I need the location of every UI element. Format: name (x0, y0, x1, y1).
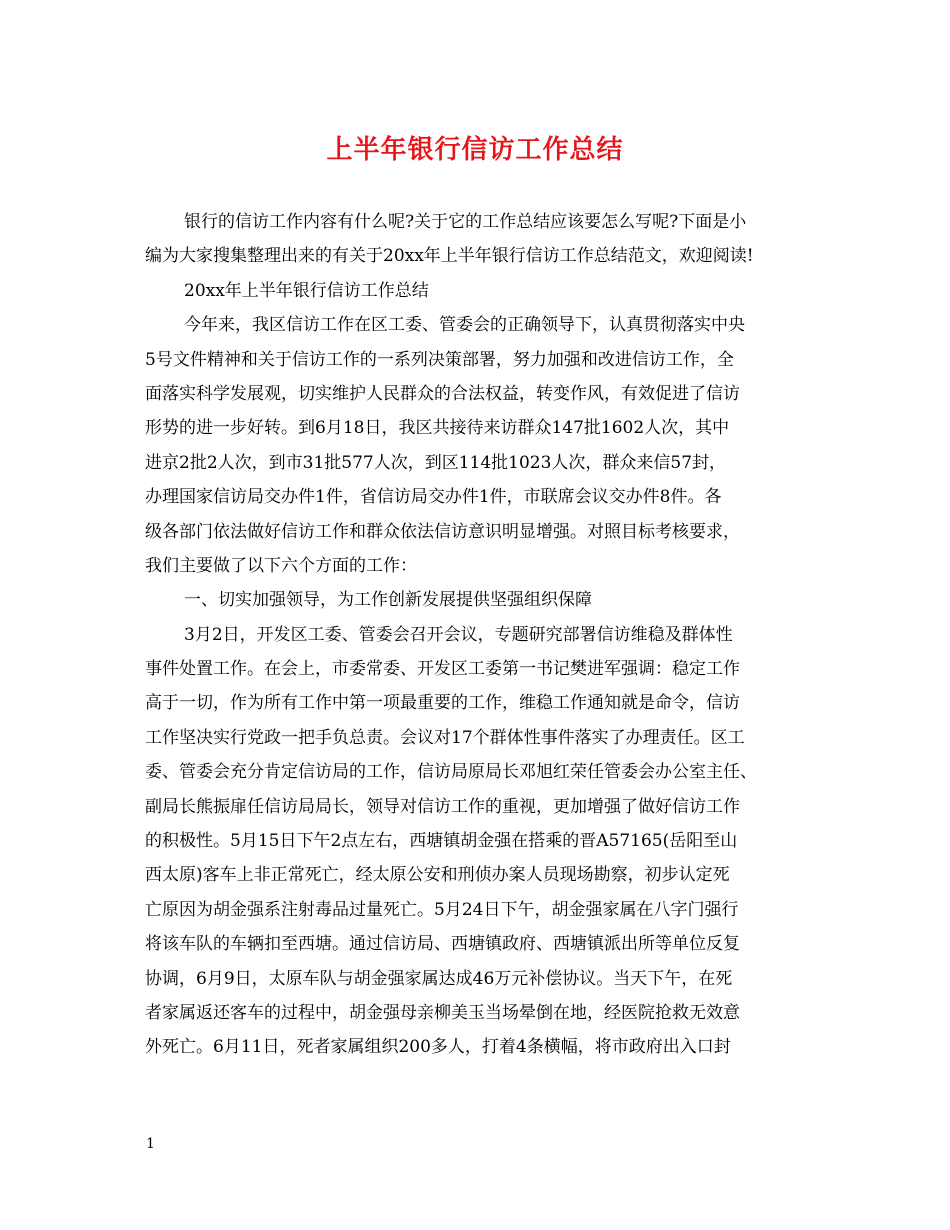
text-line: 副局长熊振扉任信访局局长，领导对信访工作的重视，更加增强了做好信访工作 (145, 796, 740, 817)
text-line: 将该车队的车辆扣至西塘。通过信访局、西塘镇政府、西塘镇派出所等单位反复 (145, 934, 740, 955)
text-line: 5号文件精神和关于信访工作的一系列决策部署，努力加强和改进信访工作，全 (145, 349, 734, 370)
text-line: 今年来，我区信访工作在区工委、管委会的正确领导下，认真贯彻落实中央 (184, 315, 745, 336)
page-number: 1 (146, 1136, 155, 1152)
document-title: 上半年银行信访工作总结 (326, 135, 624, 165)
text-line: 亡原因为胡金强系注射毒品过量死亡。5月24日下午，胡金强家属在八字门强行 (145, 899, 739, 920)
text-line: 形势的进一步好转。到6月18日，我区共接待来访群众147批1602人次，其中 (145, 418, 730, 439)
text-line: 进京2批2人次，到市31批577人次，到区114批1023人次，群众来信57封， (145, 452, 727, 473)
text-line: 面落实科学发展观，切实维护人民群众的合法权益，转变作风，有效促进了信访 (145, 383, 740, 404)
text-line: 委、管委会充分肯定信访局的工作，信访局原局长邓旭红荣任管委会办公室主任、 (145, 762, 757, 783)
text-line: 西太原)客车上非正常死亡，经太原公安和刑侦办案人员现场勘察，初步认定死 (145, 865, 730, 886)
text-line: 办理国家信访局交办件1件，省信访局交办件1件，市联席会议交办件8件。各 (145, 487, 722, 508)
text-line: 外死亡。6月11日，死者家属组织200多人，打着4条横幅，将市政府出入口封 (145, 1037, 731, 1058)
text-line: 编为大家搜集整理出来的有关于20xx年上半年银行信访工作总结范文，欢迎阅读! (145, 246, 754, 267)
text-line: 工作坚决实行党政一把手负总责。会议对17个群体性事件落实了办理责任。区工 (145, 727, 745, 748)
document-body (145, 205, 810, 1065)
text-line: 的积极性。5月15日下午2点左右，西塘镇胡金强在搭乘的晋A57165(岳阳至山 (145, 831, 738, 852)
text-line: 事件处置工作。在会上，市委常委、开发区工委第一书记樊进军强调：稳定工作 (145, 659, 740, 680)
text-line: 一、切实加强领导，为工作创新发展提供坚强组织保障 (184, 590, 592, 611)
text-line: 我们主要做了以下六个方面的工作： (145, 555, 417, 576)
text-line: 3月2日，开发区工委、管委会召开会议，专题研究部署信访维稳及群体性 (184, 624, 733, 645)
text-line: 者家属返还客车的过程中，胡金强母亲柳美玉当场晕倒在地，经医院抢救无效意 (145, 1002, 740, 1023)
text-line: 高于一切，作为所有工作中第一项最重要的工作，维稳工作通知就是命令，信访 (145, 693, 740, 714)
text-line: 20xx年上半年银行信访工作总结 (184, 280, 429, 301)
text-line: 协调，6月9日，太原车队与胡金强家属达成46万元补偿协议。当天下午，在死 (145, 968, 733, 989)
text-line: 银行的信访工作内容有什么呢?关于它的工作总结应该要怎么写呢?下面是小 (184, 212, 747, 232)
text-line: 级各部门依法做好信访工作和群众依法信访意识明显增强。对照目标考核要求， (145, 521, 740, 542)
